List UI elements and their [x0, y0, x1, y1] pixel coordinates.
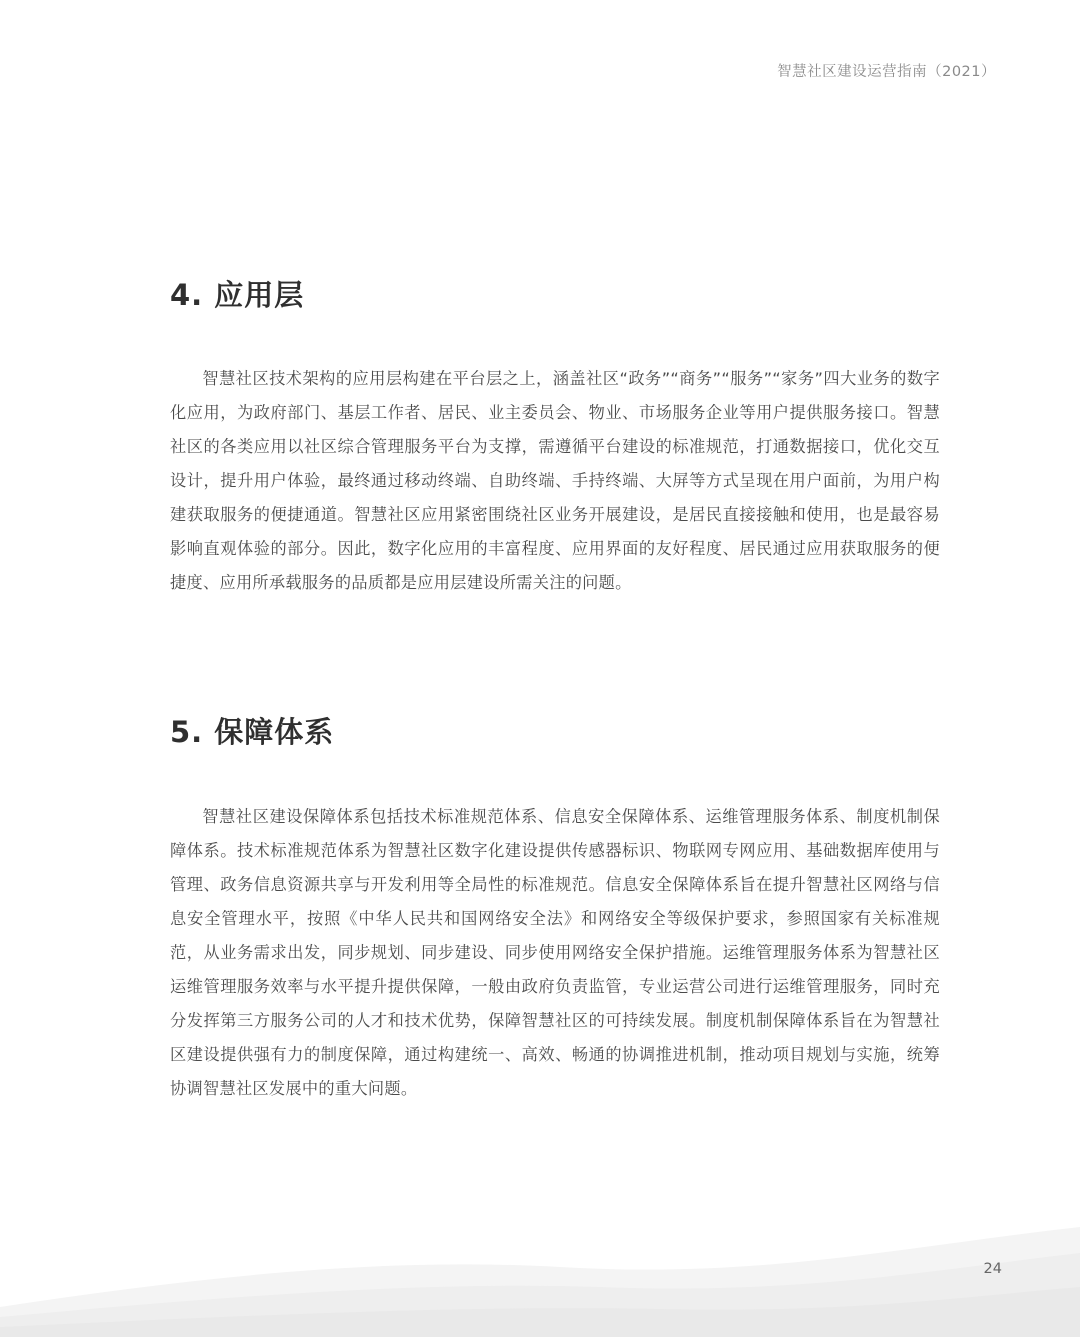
section-paragraph: 智慧社区技术架构的应用层构建在平台层之上，涵盖社区“政务”“商务”“服务”“家务”四大业务的数字化应用，为政府部门、基层工作者、居民、业主委员会、物业、市场服务企业等用户提供服务接口。智慧社区的各类应用以社区综合管理服务平台为支撑，需遵循平台建设的标准规范，打通数据接口，优化交互设计，提升用户体验，最终通过移动终端、自助终端、手持终端、大屏等方式呈现在用户面前，为用户构建获取服务的便捷通道。智慧社区应用紧密围绕社区业务开展建设，是居民直接接触和使用，也是最容易影响直观体验的部分。因此，数字化应用的丰富程度、应用界面的友好程度、居民通过应用获取服务的便捷度、应用所承载服务的品质都是应用层建设所需关注的问题。	[170, 369, 940, 592]
footer-wave-decoration	[0, 1217, 1080, 1337]
running-header-title: 智慧社区建设运营指南（2021）	[777, 64, 996, 80]
page-number: 24	[983, 1261, 1002, 1277]
section-title: 4. 应用层	[170, 278, 305, 312]
section-title: 5. 保障体系	[170, 715, 335, 749]
section-paragraph: 智慧社区建设保障体系包括技术标准规范体系、信息安全保障体系、运维管理服务体系、制度机制保障体系。技术标准规范体系为智慧社区数字化建设提供传感器标识、物联网专网应用、基础数据库使用与管理、政务信息资源共享与开发利用等全局性的标准规范。信息安全保障体系旨在提升智慧社区网络与信息安全管理水平，按照《中华人民共和国网络安全法》和网络安全等级保护要求，参照国家有关标准规范，从业务需求出发，同步规划、同步建设、同步使用网络安全保护措施。运维管理服务体系为智慧社区运维管理服务效率与水平提升提供保障，一般由政府负责监管，专业运营公司进行运维管理服务，同时充分发挥第三方服务公司的人才和技术优势，保障智慧社区的可持续发展。制度机制保障体系旨在为智慧社区建设提供强有力的制度保障，通过构建统一、高效、畅通的协调推进机制，推动项目规划与实施，统筹协调智慧社区发展中的重大问题。	[170, 807, 940, 1098]
